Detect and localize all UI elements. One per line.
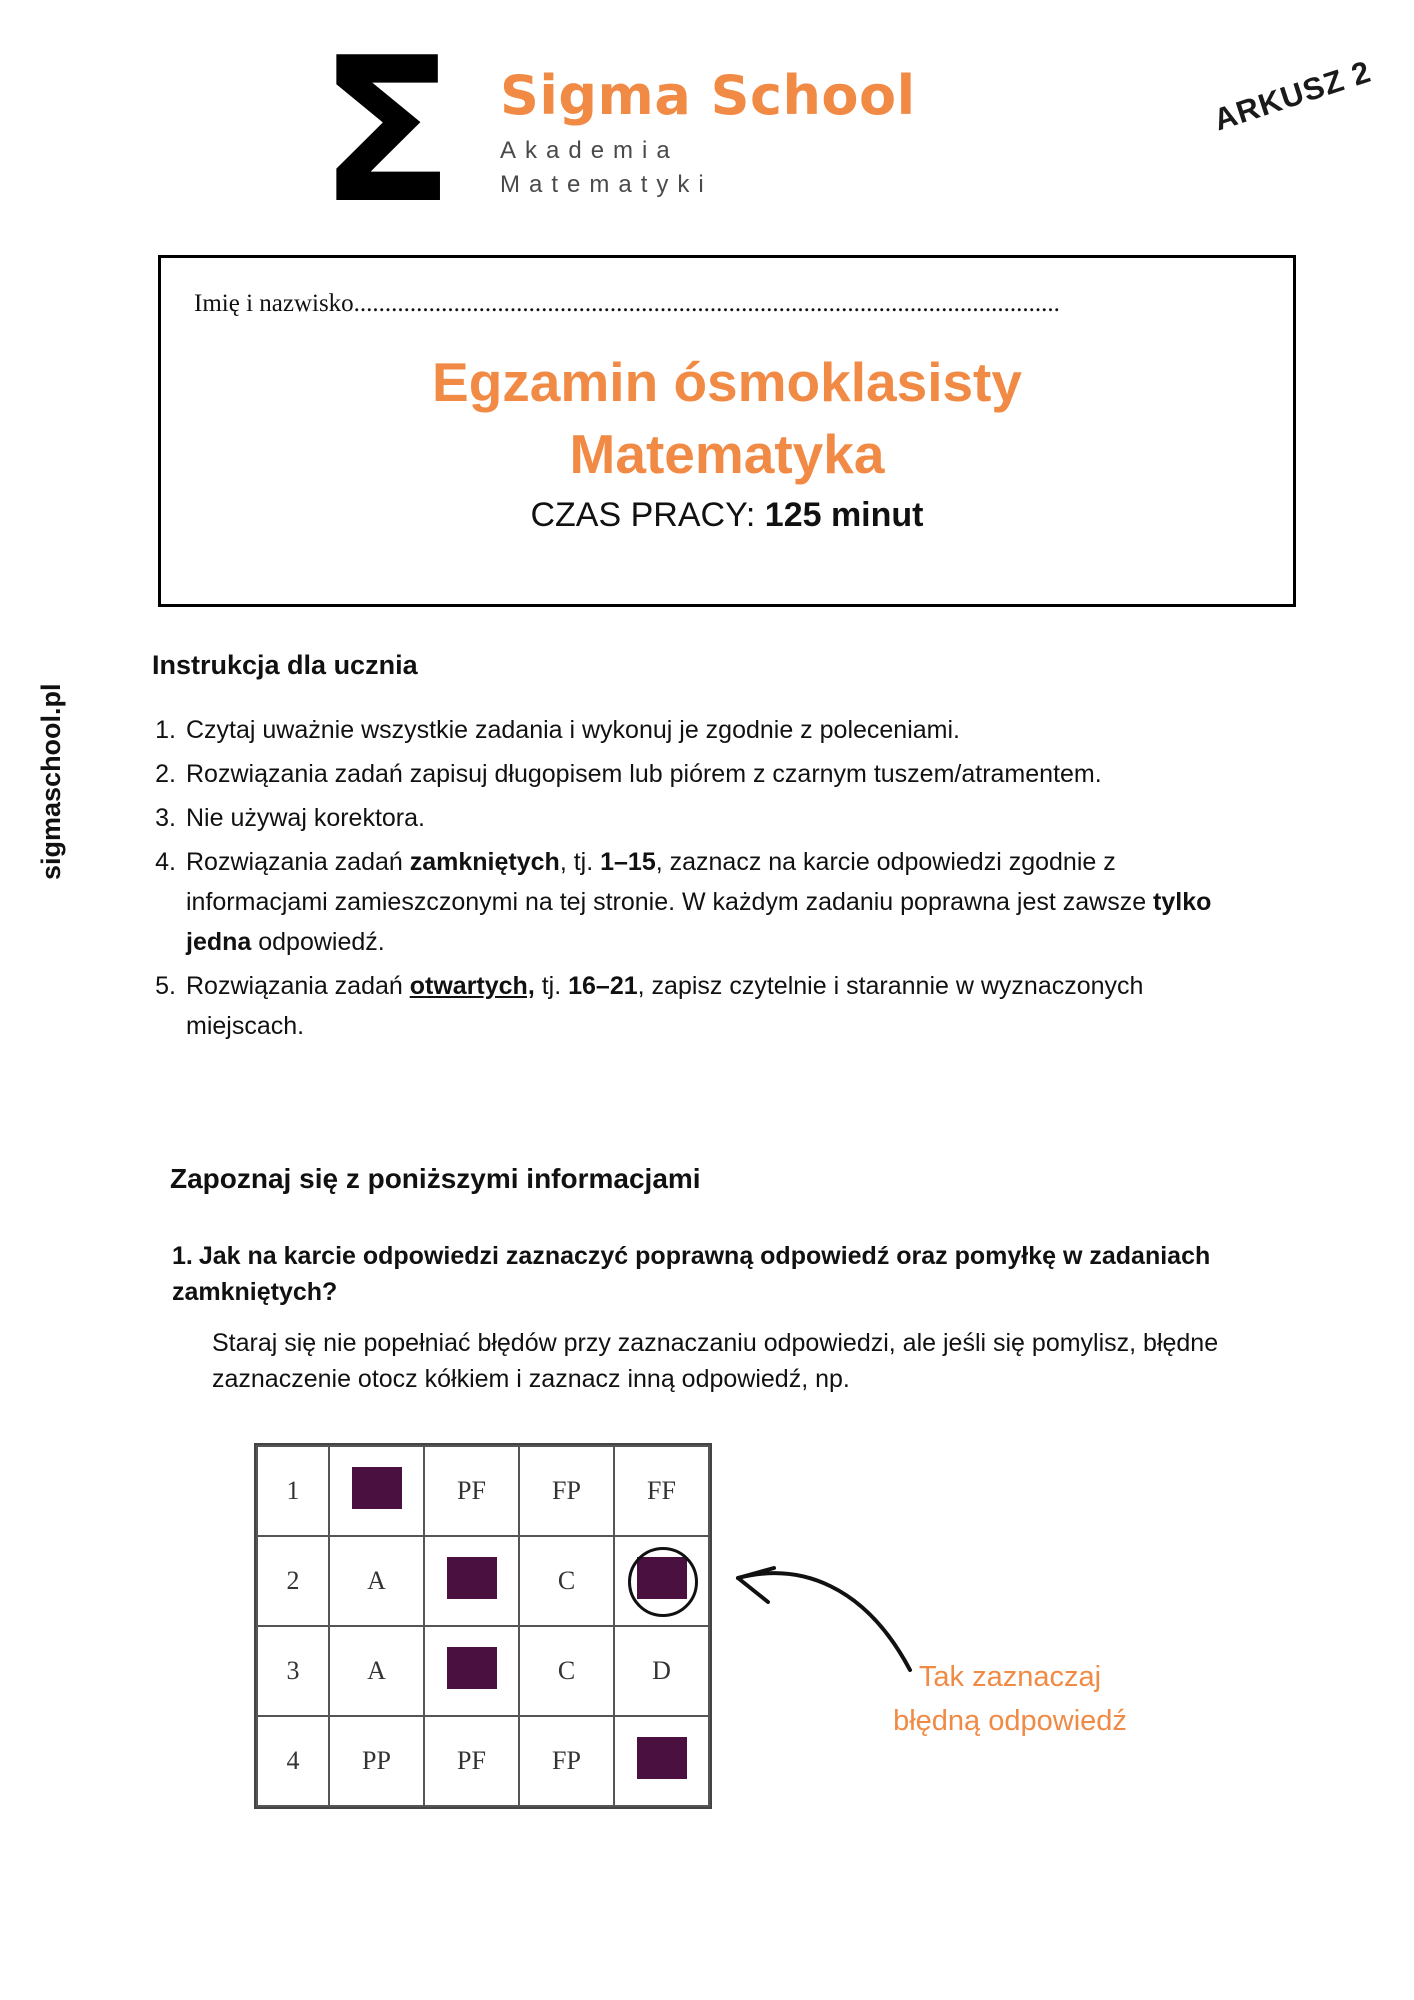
instruction-text-part: Rozwiązania zadań (186, 848, 410, 876)
answer-cell[interactable] (424, 1536, 519, 1626)
instruction-number: 3. (155, 804, 176, 832)
instruction-item (140, 710, 1260, 750)
answer-card-example (254, 1443, 712, 1809)
logo-subtitle-2: Matematyki (500, 171, 713, 198)
instructions-heading: Instrukcja dla ucznia (152, 650, 418, 680)
answer-row-number: 2 (257, 1536, 329, 1626)
info-question-number: 1. (172, 1242, 193, 1270)
answer-cell[interactable]: PP (329, 1716, 424, 1806)
answer-mark-icon (352, 1467, 402, 1509)
table-row (257, 1716, 709, 1806)
answer-cell[interactable]: PF (424, 1716, 519, 1806)
instruction-number: 1. (155, 716, 176, 744)
instruction-text-part: tj. (534, 972, 569, 1000)
instruction-text-part: otwartych, (409, 972, 535, 1000)
answer-cell[interactable]: FP (519, 1446, 614, 1536)
logo-title: Sigma School (500, 64, 916, 127)
instruction-text-part: tylko jedna (186, 888, 1212, 956)
instruction-text-part: odpowiedź. (251, 928, 385, 956)
answer-cell[interactable] (424, 1626, 519, 1716)
info-question-text: Jak na karcie odpowiedzi zaznaczyć poprawną odpowiedź oraz pomyłkę w zadaniach zamkniętych? (172, 1242, 1211, 1306)
instruction-number: 5. (155, 972, 176, 1000)
instruction-text (186, 966, 1260, 1046)
answer-row-number: 1 (257, 1446, 329, 1536)
info-paragraph: Staraj się nie popełniać błędów przy zaznaczaniu odpowiedzi, ale jeśli się pomylisz, błędne zaznaczenie otocz kółkiem i zaznacz inną odpowiedź, np. (212, 1329, 1219, 1393)
answer-cell[interactable] (614, 1536, 709, 1626)
answer-cell[interactable] (614, 1716, 709, 1806)
instruction-item (140, 842, 1260, 962)
exam-duration-value: 125 minut (764, 496, 924, 534)
instruction-text-part: Czytaj uważnie wszystkie zadania i wykonuj je zgodnie z poleceniami. (186, 716, 960, 744)
page-title (161, 346, 1293, 490)
exam-title-line-2: Matematyka (569, 423, 885, 485)
exam-duration-label: CZAS PRACY: (530, 496, 756, 534)
answer-mark-icon (637, 1557, 687, 1599)
answer-cell[interactable]: D (614, 1626, 709, 1716)
website-sidebar-text: sigmaschool.pl (36, 683, 66, 880)
answer-cell[interactable]: FF (614, 1446, 709, 1536)
instruction-text-part: , tj. (559, 848, 601, 876)
logo-subtitle-1: Akademia (500, 137, 679, 164)
callout-text (830, 1655, 1190, 1743)
logo-text-block (500, 65, 1060, 199)
student-name-field[interactable]: Imię i nazwisko................................................................................................................. (194, 290, 1060, 317)
info-section-heading: Zapoznaj się z poniższymi informacjami (170, 1163, 701, 1194)
instruction-number: 2. (155, 760, 176, 788)
instruction-text-part: Rozwiązania zadań (186, 972, 410, 1000)
instruction-item (140, 798, 1260, 838)
exam-duration (161, 496, 1293, 535)
instruction-text-part: Rozwiązania zadań zapisuj długopisem lub piórem z czarnym tuszem/atramentem. (186, 760, 1102, 788)
sheet-number-badge: ARKUSZ 2 (1209, 53, 1376, 138)
answer-row-number: 4 (257, 1716, 329, 1806)
instruction-number: 4. (155, 848, 176, 876)
answer-cell[interactable]: C (519, 1536, 614, 1626)
instruction-text-part: zamkniętych (409, 848, 560, 876)
page-header (0, 15, 1414, 248)
sigma-logo-icon: Σ (318, 15, 451, 248)
instruction-text (186, 798, 1260, 838)
answer-mark-icon (447, 1647, 497, 1689)
exam-title-line-1: Egzamin ósmoklasisty (432, 351, 1022, 413)
instruction-item (140, 754, 1260, 794)
instruction-item (140, 966, 1260, 1046)
answer-cell[interactable]: A (329, 1626, 424, 1716)
answer-cell[interactable]: PF (424, 1446, 519, 1536)
callout-line-2: błędną odpowiedź (893, 1705, 1127, 1737)
instruction-text-part: , zapisz czytelnie i starannie w wyznaczonych miejscach. (186, 972, 1144, 1040)
table-row (257, 1626, 709, 1716)
instruction-text (186, 754, 1260, 794)
instruction-text (186, 842, 1260, 962)
callout-line-1: Tak zaznaczaj (918, 1661, 1102, 1693)
answer-row-number: 3 (257, 1626, 329, 1716)
instructions-list (140, 710, 1260, 1050)
instruction-text-part: , zaznacz na karcie odpowiedzi zgodnie z informacjami zamieszczonymi na tej stronie. W każdym zadaniu poprawna jest zawsze (186, 848, 1154, 916)
answer-mark-icon (637, 1737, 687, 1779)
answer-cell[interactable]: C (519, 1626, 614, 1716)
table-row (257, 1446, 709, 1536)
answer-cell[interactable] (329, 1446, 424, 1536)
instruction-text-part: 16–21 (568, 972, 638, 1000)
instruction-text-part: Nie używaj korektora. (186, 804, 425, 832)
answer-mark-icon (447, 1557, 497, 1599)
instruction-text (186, 710, 1260, 750)
answer-cell[interactable]: A (329, 1536, 424, 1626)
exam-title-box (158, 255, 1296, 607)
table-row (257, 1536, 709, 1626)
answer-cell[interactable]: FP (519, 1716, 614, 1806)
info-question (172, 1238, 1272, 1310)
instruction-text-part: 1–15 (600, 848, 656, 876)
